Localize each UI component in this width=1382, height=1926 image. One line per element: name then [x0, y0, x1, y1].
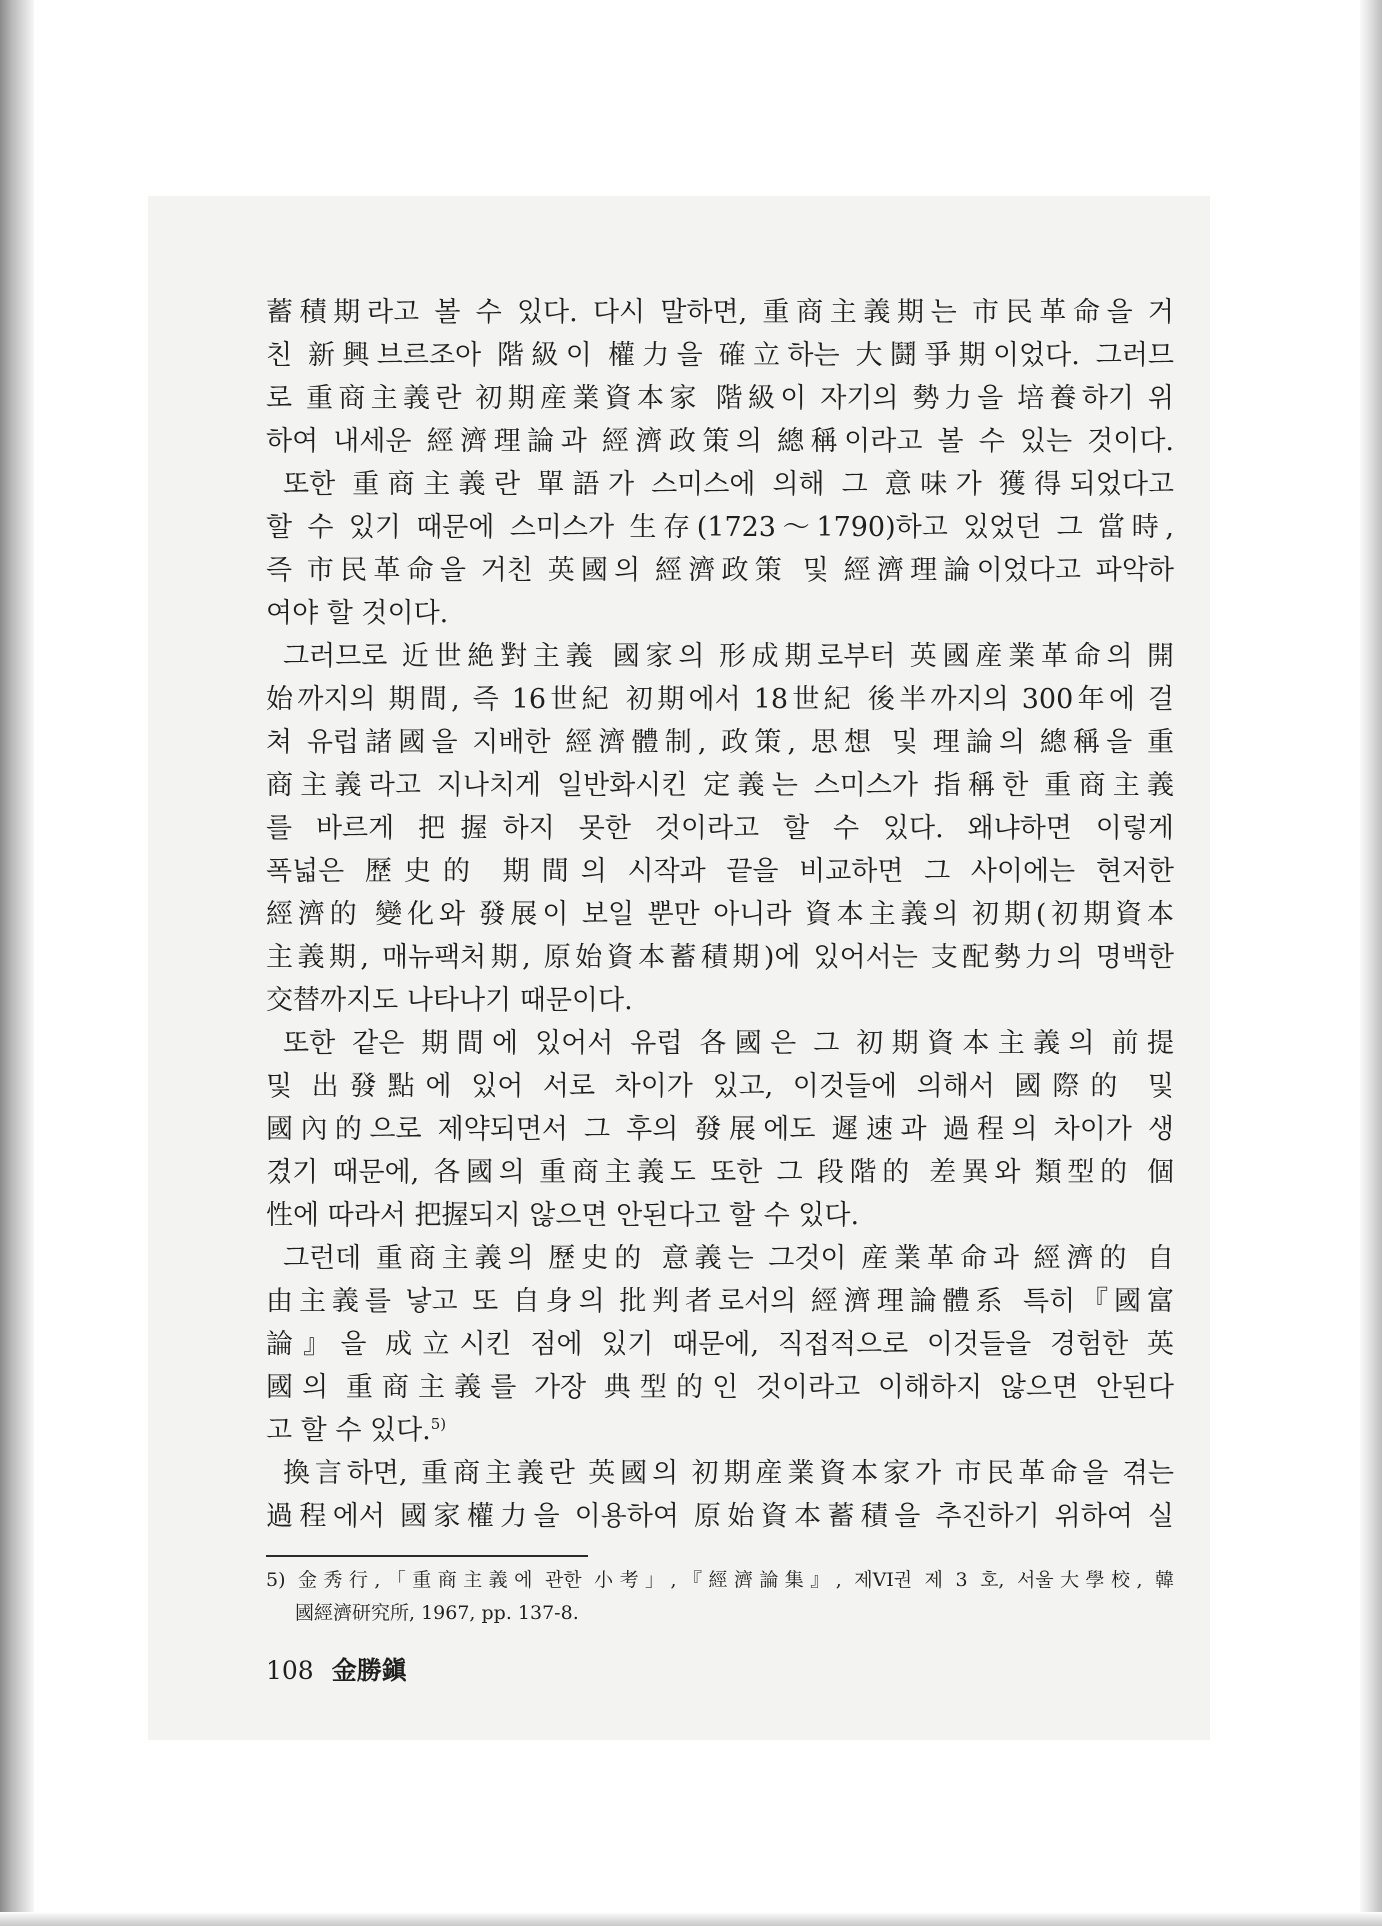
text-line-content: 고 할 수 있다. [266, 1415, 431, 1446]
text-line: 또한 같은 期間에 있어서 유럽 各國은 그 初期資本主義의 前提 [283, 1028, 1174, 1059]
text-line: 交替까지도 나타나기 때문이다. [266, 985, 633, 1016]
book-spine-edge [0, 0, 34, 1926]
footnote-reference: 5) [430, 1415, 447, 1433]
text-line: 換言하면, 重商主義란 英國의 初期産業資本家가 市民革命을 겪는 [283, 1458, 1174, 1489]
text-line: 쳐 유럽諸國을 지배한 經濟體制, 政策, 思想 및 理論의 總稱을 重 [266, 727, 1174, 758]
page-footer [266, 1651, 407, 1687]
text-line: 로 重商主義란 初期産業資本家 階級이 자기의 勢力을 培養하기 위 [266, 383, 1174, 414]
footnote-line: 國經濟研究所, 1967, pp. 137-8. [295, 1602, 579, 1624]
running-author: 金勝鎭 [331, 1656, 407, 1685]
page-number: 108 [266, 1656, 314, 1685]
body-text [266, 291, 1174, 1538]
page-bottom-edge [0, 1912, 1382, 1926]
text-line: 國內的으로 제약되면서 그 후의 發展에도 遲速과 過程의 차이가 생 [266, 1114, 1174, 1145]
text-line: 過程에서 國家權力을 이용하여 原始資本蓄積을 추진하기 위하여 실 [266, 1501, 1174, 1532]
text-line: 性에 따라서 把握되지 않으면 안된다고 할 수 있다. [266, 1200, 860, 1231]
text-line-with-footnote [266, 1409, 1174, 1452]
footnote-divider [266, 1555, 588, 1557]
text-line: 論』을 成立시킨 점에 있기 때문에, 직접적으로 이것들을 경험한 英 [266, 1329, 1174, 1360]
text-line: 폭넓은 歷史的 期間의 시작과 끝을 비교하면 그 사이에는 현저한 [266, 856, 1174, 887]
text-line: 그러므로 近世絶對主義 國家의 形成期로부터 英國産業革命의 開 [283, 641, 1174, 672]
footnote-text: 金秀行,「重商主義에 관한 小考」,『經濟論集』, 제VI권 제 3 호, 서울大學校, 韓 [298, 1569, 1174, 1591]
text-line: 할 수 있기 때문에 스미스가 生存(1723～1790)하고 있었던 그 當時, [266, 512, 1174, 543]
text-line: 즉 市民革命을 거친 英國의 經濟政策 및 經濟理論이었다고 파악하 [266, 555, 1174, 586]
text-line: 蓄積期라고 볼 수 있다. 다시 말하면, 重商主義期는 市民革命을 거 [266, 297, 1174, 328]
text-line: 겼기 때문에, 各國의 重商主義도 또한 그 段階的 差異와 類型的 個 [266, 1157, 1174, 1188]
footnote [266, 1564, 1174, 1630]
text-line: 始까지의 期間, 즉 16世紀 初期에서 18世紀 後半까지의 300年에 걸 [266, 684, 1174, 715]
page-right-edge [1360, 0, 1382, 1926]
text-line: 또한 重商主義란 單語가 스미스에 의해 그 意味가 獲得되었다고 [283, 469, 1174, 500]
text-line: 친 新興브르조아 階級이 權力을 確立하는 大鬪爭期이었다. 그러므 [266, 340, 1174, 371]
text-line: 商主義라고 지나치게 일반화시킨 定義는 스미스가 指稱한 重商主義 [266, 770, 1174, 801]
text-line: 하여 내세운 經濟理論과 經濟政策의 總稱이라고 볼 수 있는 것이다. [266, 426, 1174, 457]
footnote-line [266, 1564, 1174, 1597]
text-line: 經濟的 變化와 發展이 보일 뿐만 아니라 資本主義의 初期(初期資本 [266, 899, 1174, 930]
text-line: 및 出發點에 있어 서로 차이가 있고, 이것들에 의해서 國際的 및 [266, 1071, 1174, 1102]
text-line: 를 바르게 把握하지 못한 것이라고 할 수 있다. 왜냐하면 이렇게 [266, 813, 1174, 844]
text-line: 國의 重商主義를 가장 典型的인 것이라고 이해하지 않으면 안된다 [266, 1372, 1174, 1403]
text-line: 여야 할 것이다. [266, 598, 449, 629]
text-line: 由主義를 낳고 또 自身의 批判者로서의 經濟理論體系 특히『國富 [266, 1286, 1174, 1317]
footnote-number: 5) [266, 1569, 286, 1591]
text-line: 그런데 重商主義의 歷史的 意義는 그것이 産業革命과 經濟的 自 [283, 1243, 1174, 1274]
text-line: 主義期, 매뉴팩처期, 原始資本蓄積期)에 있어서는 支配勢力의 명백한 [266, 942, 1174, 973]
